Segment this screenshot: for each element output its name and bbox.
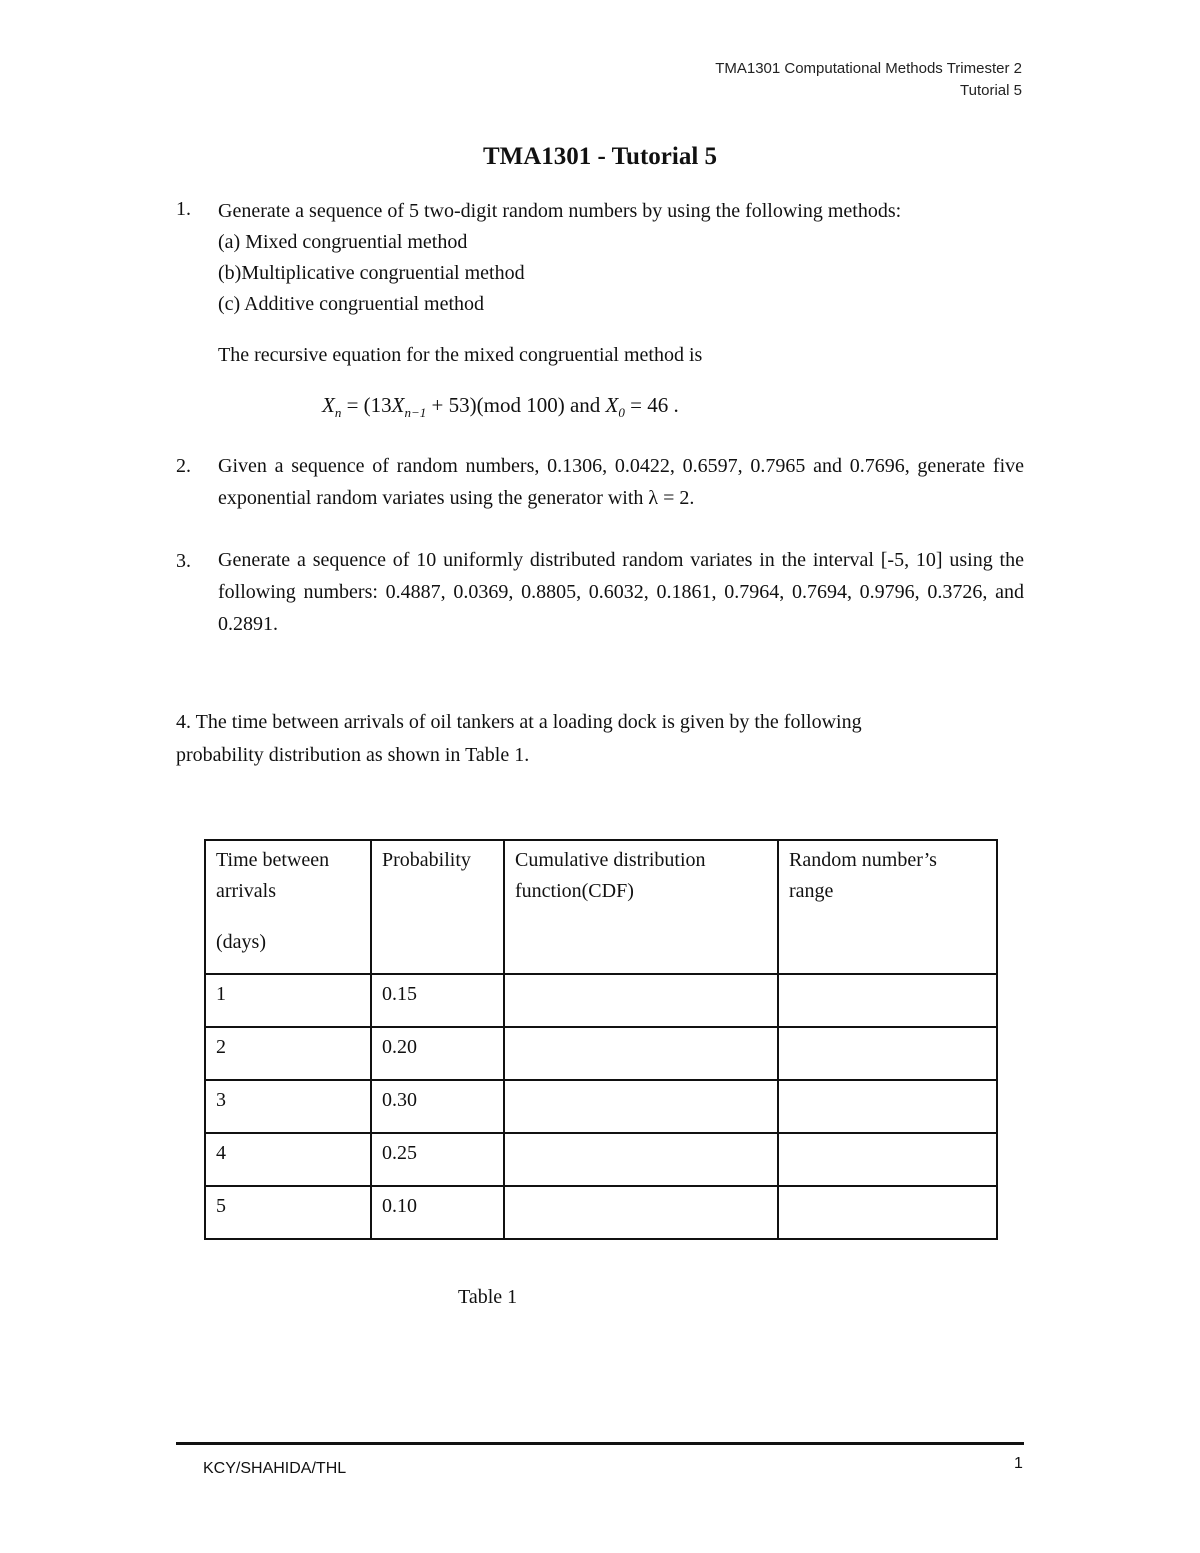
q1-eq-intro: The recursive equation for the mixed congruential method is (218, 344, 703, 366)
cell-time: 2 (205, 1027, 371, 1080)
cell-prob: 0.10 (371, 1186, 504, 1239)
cell-range (778, 1186, 997, 1239)
q1-number: 1. (176, 198, 191, 220)
cell-cdf (504, 974, 778, 1027)
cell-prob: 0.15 (371, 974, 504, 1027)
table-header-row (205, 840, 997, 974)
cell-time: 4 (205, 1133, 371, 1186)
cell-cdf (504, 1080, 778, 1133)
cell-prob: 0.30 (371, 1080, 504, 1133)
footer-rule (176, 1442, 1024, 1445)
footer-authors: KCY/SHAHIDA/THL (203, 1460, 347, 1477)
q3-text: Generate a sequence of 10 uniformly distributed random variates in the interval [-5, 10] using the following numbers: 0.4887, 0.0369, 0.8805, 0.6032, 0.1861, 0.7964, 0.7694, 0.9796, 0.3726, and 0.2891. (218, 549, 1024, 635)
header-time (205, 840, 371, 974)
header-range (778, 840, 997, 974)
header-range-line2: range (789, 880, 834, 902)
cell-cdf (504, 1133, 778, 1186)
q4-line2: probability distribution as shown in Table 1. (176, 744, 530, 766)
cell-range (778, 1080, 997, 1133)
header-probability (371, 840, 504, 974)
cell-time: 1 (205, 974, 371, 1027)
q1-item-c: (c) Additive congruential method (218, 293, 485, 315)
header-cdf (504, 840, 778, 974)
eq-part1: = (13 (341, 393, 392, 417)
cell-time: 5 (205, 1186, 371, 1239)
page-title: TMA1301 - Tutorial 5 (482, 143, 718, 170)
page-number: 1 (1014, 1455, 1023, 1472)
cell-range (778, 1133, 997, 1186)
header-time-line1: Time between (216, 849, 330, 871)
header-time-line3: (days) (216, 931, 266, 953)
eq-and: and (564, 393, 606, 417)
q4-line1: 4. The time between arrivals of oil tankers at a loading dock is given by the following (176, 711, 862, 733)
cell-cdf (504, 1186, 778, 1239)
header-range-line1: Random number’s (789, 849, 937, 871)
eq-rhs: = 46 . (624, 393, 679, 417)
eq-x2: X (391, 393, 405, 417)
eq-part2: + 53)(mod 100) (426, 393, 565, 417)
cell-time: 3 (205, 1080, 371, 1133)
cell-range (778, 1027, 997, 1080)
q3-number: 3. (176, 550, 191, 572)
q1-item-b: (b)Multiplicative congruential method (218, 262, 525, 284)
cell-cdf (504, 1027, 778, 1080)
header-probability-label: Probability (382, 849, 471, 871)
eq-x3-sub: 0 (618, 405, 625, 421)
q2-text: Given a sequence of random numbers, 0.1306, 0.0422, 0.6597, 0.7965 and 0.7696, generate five exponential random variates using the generator with λ = 2. (218, 455, 1024, 509)
eq-x3: X (605, 393, 619, 417)
header-course: TMA1301 Computational Methods Trimester 2 (715, 60, 1022, 77)
header-tutorial: Tutorial 5 (960, 82, 1022, 99)
table-caption: Table 1 (458, 1286, 518, 1308)
cell-prob: 0.20 (371, 1027, 504, 1080)
header-time-line2: arrivals (216, 880, 276, 902)
eq-x: X (322, 393, 335, 417)
recursive-equation (322, 393, 679, 421)
table-row (205, 1133, 997, 1186)
table-row (205, 974, 997, 1027)
header-cdf-line2: function(CDF) (515, 880, 634, 902)
q2-number: 2. (176, 455, 191, 477)
q1-text: Generate a sequence of 5 two-digit random numbers by using the following methods: (218, 200, 902, 222)
eq-x-sub: n (334, 405, 342, 421)
arrival-table (204, 839, 998, 1240)
eq-x2-sub: n−1 (404, 405, 427, 421)
table-row (205, 1080, 997, 1133)
table-row (205, 1027, 997, 1080)
cell-prob: 0.25 (371, 1133, 504, 1186)
table-row (205, 1186, 997, 1239)
header-cdf-line1: Cumulative distribution (515, 849, 706, 871)
cell-range (778, 974, 997, 1027)
q1-item-a: (a) Mixed congruential method (218, 231, 468, 253)
